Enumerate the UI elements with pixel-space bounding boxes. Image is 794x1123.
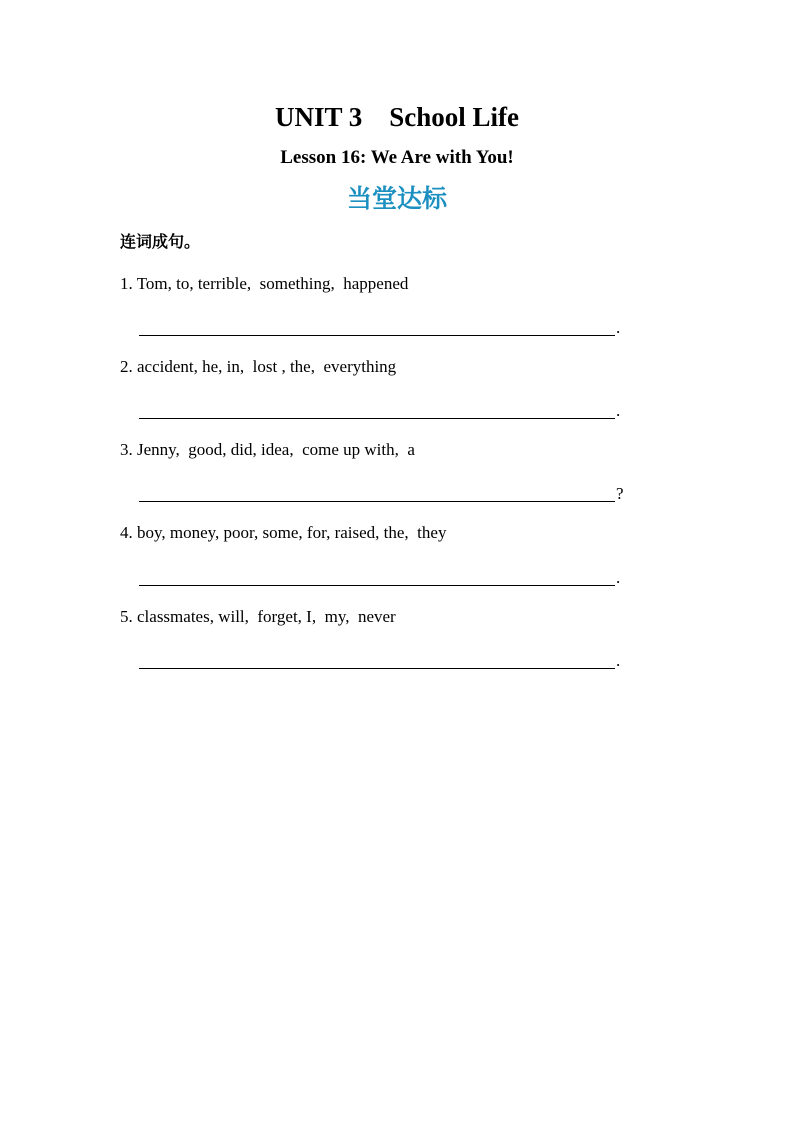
answer-blank-4[interactable] — [139, 585, 615, 586]
question-5: 5. classmates, will, forget, I, my, never — [120, 607, 396, 626]
answer-blank-5[interactable] — [139, 668, 615, 669]
answer-row-5 — [139, 649, 639, 671]
question-3: 3. Jenny, good, did, idea, come up with, a — [120, 440, 415, 459]
answer-row-2 — [139, 399, 639, 421]
answer-blank-2[interactable] — [139, 418, 615, 419]
unit-title: UNIT 3 School Life — [274, 102, 520, 132]
answer-end-punct-5: . — [616, 651, 621, 670]
answer-blank-1[interactable] — [139, 335, 615, 336]
answer-row-3 — [139, 482, 639, 504]
question-2: 2. accident, he, in, lost , the, everything — [120, 357, 397, 376]
answer-row-1 — [139, 316, 639, 338]
question-1: 1. Tom, to, terrible, something, happened — [120, 274, 409, 293]
answer-end-punct-2: . — [616, 401, 621, 420]
answer-end-punct-1: . — [616, 318, 621, 337]
section-heading: 当堂达标 — [346, 184, 447, 213]
answer-row-4 — [139, 566, 639, 588]
question-4: 4. boy, money, poor, some, for, raised, the, they — [120, 523, 447, 542]
answer-end-punct-4: . — [616, 568, 621, 587]
answer-end-punct-3: ? — [616, 484, 624, 503]
answer-blank-3[interactable] — [139, 501, 615, 502]
lesson-title: Lesson 16: We Are with You! — [280, 147, 514, 168]
exercise-instruction: 连词成句。 — [120, 232, 201, 251]
